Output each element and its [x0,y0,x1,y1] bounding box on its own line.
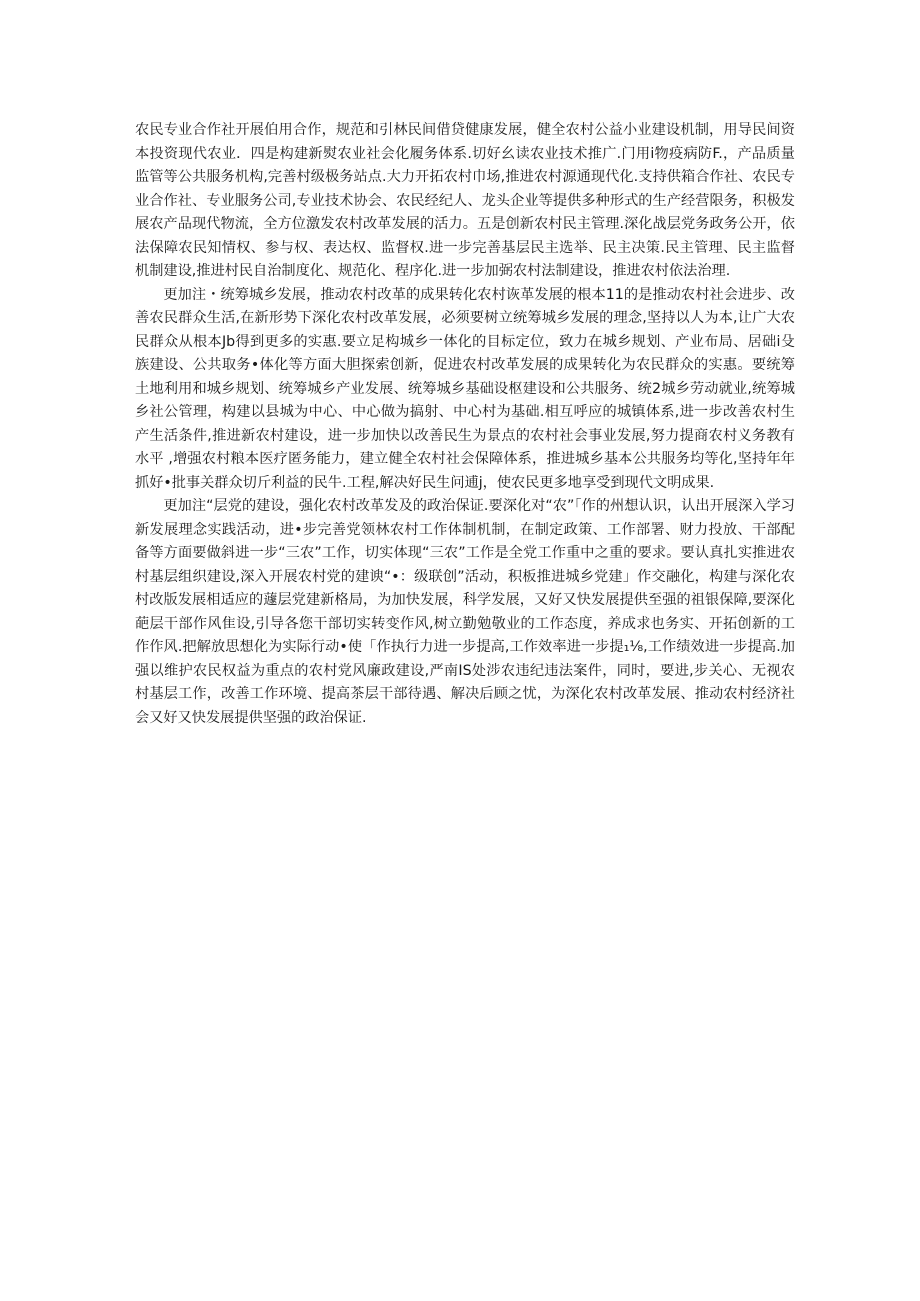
paragraph-2: 更加注・统筹城乡发展，推动农村改革的成果转化农村诙革发展的根本11的是推动农村社会进步、改善农民群众生活,在新形势下深化农村改革发展，必须要树立统筹城乡发展的理念,坚持以人为本,让广大农民群众从根本Jb得到更多的实惠.要立足构城乡一体化的目标定位，致力在城乡规划、产业布局、居础i殳族建设、公共取务•体化等方面大胆探索创新，促进农村改革发展的成果转化为农民群众的实惠。要统筹土地利用和城乡规划、统筹城乡产业发展、统筹城乡基础设枢建设和公共服务、统2城乡劳动就业,统筹城乡社公管理，构建以县城为中心、中心做为搞射、中心村为基础.相互呼应的城镇体系,进一步改善农村生产生活条件,推进新农村建设，进一步加快以改善民生为景点的农村社会事业发展,努力提商农村义务教有水平 ,增强农村粮本医疗匿务能力，建立健全农村社会保障体系，推进城乡基本公共服务均等化,坚持年年抓好•批事关群众切斤利益的民牛.工程,解决好民生问逋j，使农民更多地享受到现代文明成果. [135,286,795,491]
document-body [135,119,795,730]
paragraph-1: 农民专业合作社开展伯用合作，规范和引林民间借贷健康发展，健全农村公益小业建设机制，用导民间资本投资现代农业．四是构建新熨农业社会化履务体系.切好幺读农业技术推广.门用i物疫病防F.，产品质量监管等公共服务机构,完善村级极务站点.大力开拓农村巾场,推进农村源通现代化.支持供箱合作社、农民专业合作社、专业服务公司,专业技术协会、农民经纪人、龙头企业等提供多种形式的生产经营限务，积极发展农产品现代物流，全方位激发农村改革发展的活力。五是创新农村民主管理.深化战层党务政务公开，依法保障农民知情权、参与权、表达权、监督权.进一步完善基层民主选举、民主决策.民主管理、民主监督机制建设,推进村民自治制度化、规范化、程序化.进一步加弼农村法制建设，推进农村依法治理. [135,122,795,279]
paragraph-3: 更加注“层党的建设，强化农村改革发及的政治保证.要深化对“农”「作的州想认识，认出开展深入学习新发展理念实践活动，进•步完善党领林农村工作体制机制，在制定政策、工作部署、财力投放、干部配备等方面要做斜进一步“三农”工作，切实体现“三农”工作是全党工作重中之重的要求。要认真扎实推进农村基层组织建设,深入开展农村党的建谀“•：级联创”活动，积板推进城乡党建」作交融化，构建与深化农村改版发展相适应的蘧层党建新格局，为加快发展，科学发展，又好又快发展提供至强的祖银保障,要深化葩层干部作风隹设,引导各您干部切实转变作风,树立勤勉敬业的工作态度，养成求也务实、开拓创新的工作作风.把解放思想化为实际行动•使「作执行力进一步提高,工作效率进一步提₁⅛,工作绩效进一步提高.加强以维护农民权益为重点的农村党风廉政建设,严南IS处涉农违纪违法案件，同时，要进,步关心、无视农村基层工作，改善工作环境、提高茶层干部待遇、解决后顾之忧，为深化农村改革发展、推动农村经济社会又好又快发展提供坚强的政治保证. [135,498,795,726]
